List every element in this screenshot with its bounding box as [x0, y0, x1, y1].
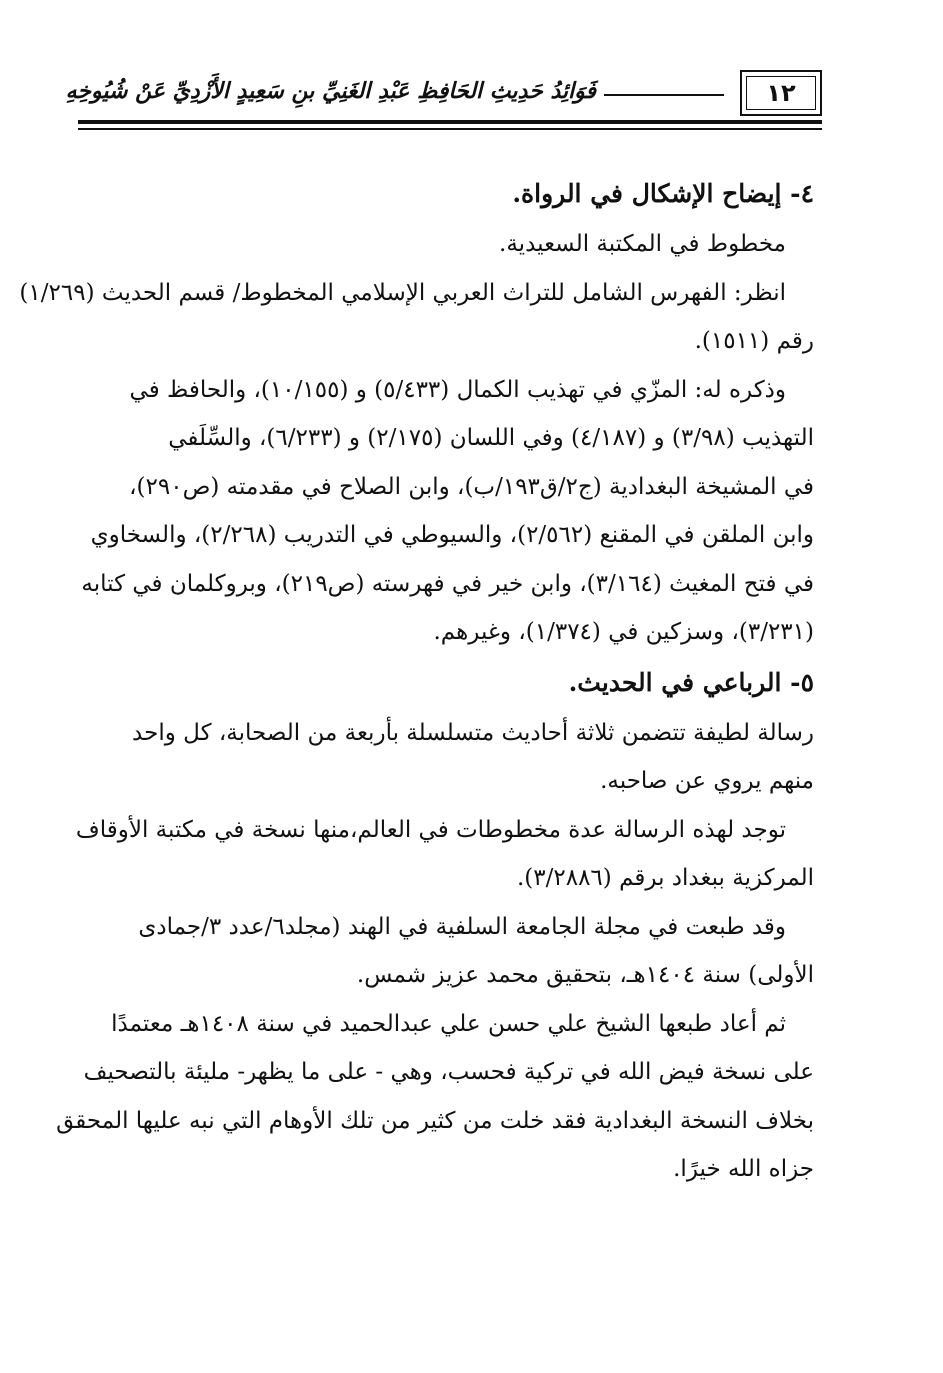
paragraph-line: وذكره له: المزّي في تهذيب الكمال (٥/٤٣٣) و (١٠/١٥٥)، والحافظ في — [129, 376, 786, 403]
paragraph-line: وقد طبعت في مجلة الجامعة السلفية في الهند (مجلد٦/عدد ٣/جمادى — [138, 913, 786, 940]
paragraph-line: التهذيب (٣/٩٨) و (٤/١٨٧) وفي اللسان (٢/١٧٥) و (٦/٢٣٣)، والسِّلَفي — [168, 425, 814, 451]
paragraph-line: الأولى) سنة ١٤٠٤هـ، بتحقيق محمد عزيز شمس. — [356, 962, 814, 988]
header-rule-thick — [78, 120, 822, 124]
paragraph-line: توجد لهذه الرسالة عدة مخطوطات في العالم،منها نسخة في مكتبة الأوقاف — [75, 816, 786, 843]
running-title: فَوَائِدُ حَدِيثِ الحَافِظِ عَبْدِ الغَنِيِّ بنِ سَعِيدٍ الأَزْدِيِّ عَنْ شُيُوخِهِ — [65, 78, 596, 104]
paragraph-line: جزاه الله خيرًا. — [673, 1156, 814, 1182]
paragraph-line: وابن الملقن في المقنع (٢/٥٦٢)، والسيوطي في التدريب (٢/٢٦٨)، والسخاوي — [90, 522, 814, 548]
section-4-heading: ٤- إيضاح الإشكال في الرواة. — [512, 179, 814, 208]
paragraph-line: بخلاف النسخة البغدادية فقد خلت من كثير من تلك الأوهام التي نبه عليها المحقق — [56, 1107, 814, 1134]
paragraph-line: على نسخة فيض الله في تركية فحسب، وهي - على ما يظهر- مليئة بالتصحيف — [83, 1059, 814, 1085]
paragraph-line: المركزية ببغداد برقم (٣/٢٨٨٦). — [516, 865, 814, 891]
page-body — [19, 168, 814, 1194]
paragraph-line: في المشيخة البغدادية (ج٢/ق١٩٣/ب)، وابن الصلاح في مقدمته (ص٢٩٠)، — [129, 473, 814, 500]
paragraph-line: انظر: الفهرس الشامل للتراث العربي الإسلامي المخطوط/ قسم الحديث (١/٢٦٩) — [19, 279, 786, 306]
running-header — [65, 64, 822, 128]
paragraph-line: (٣/٢٣١)، وسزكين في (١/٣٧٤)، وغيرهم. — [433, 619, 814, 645]
paragraph-line: منهم يروي عن صاحبه. — [600, 768, 814, 794]
header-dash — [604, 94, 724, 96]
header-rule-thin — [78, 128, 822, 130]
paragraph-line: رقم (١٥١١). — [694, 328, 814, 354]
paragraph-line: في فتح المغيث (٣/١٦٤)، وابن خير في فهرسته (ص٢١٩)، وبروكلمان في كتابه — [81, 570, 814, 597]
page-number: ١٢ — [746, 76, 816, 110]
paragraph-line: ثم أعاد طبعها الشيخ علي حسن علي عبدالحميد في سنة ١٤٠٨هـ معتمدًا — [111, 1010, 786, 1037]
page-number-box — [740, 70, 822, 116]
section-5-heading: ٥- الرباعي في الحديث. — [568, 667, 814, 697]
paragraph-line: رسالة لطيفة تتضمن ثلاثة أحاديث متسلسلة بأربعة من الصحابة، كل واحد — [132, 719, 814, 746]
paragraph-line: مخطوط في المكتبة السعيدية. — [499, 231, 786, 257]
